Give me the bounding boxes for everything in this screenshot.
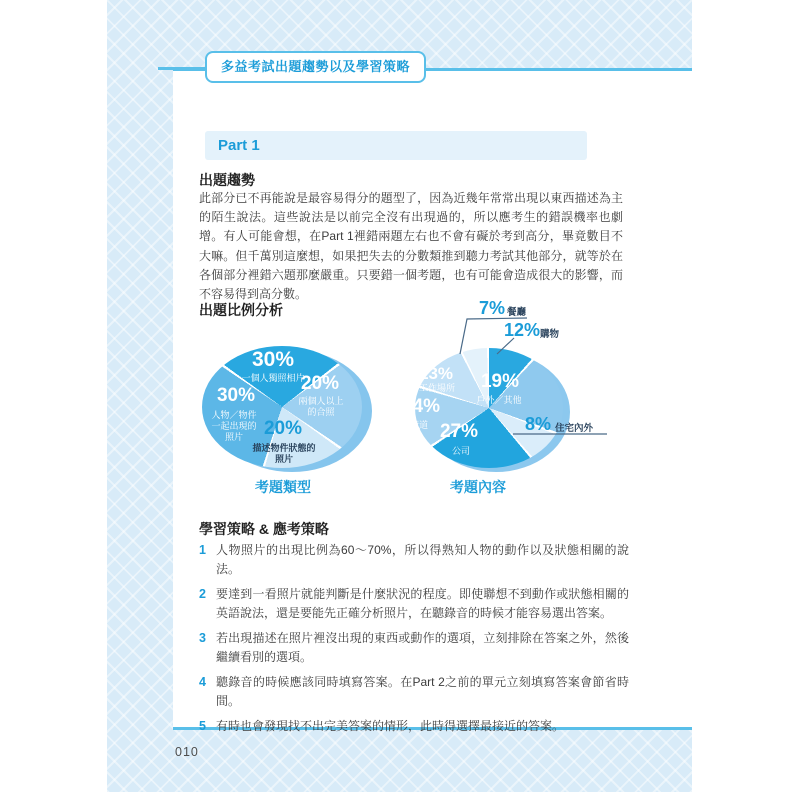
part-banner: Part 1 (205, 131, 587, 160)
strategy-item-number: 5 (199, 719, 206, 733)
pie-types-pct-1: 20% (300, 373, 340, 394)
pie-content-pct-restaurant: 7% (479, 298, 506, 318)
pie-content-label-restaurant: 餐廳 (507, 307, 527, 318)
pie-content-label-shopping: 購物 (540, 329, 560, 340)
pie-content-label-outdoor: 戶外／其他 (476, 395, 522, 405)
strategy-item-text: 若出現描述在照片裡沒出現的東西或動作的選項，立刻排除在答案之外，然後繼續看別的選項。 (216, 631, 629, 664)
strategy-list (199, 541, 629, 742)
strategy-item (199, 629, 629, 667)
pie-types-pct-2: 20% (263, 418, 303, 439)
pie-types-label-3: 人物／物件一起出現的照片 (211, 410, 257, 442)
pie-content-label-workplace: 工作場所 (418, 383, 455, 393)
pie-content-pct-outdoor: 19% (480, 371, 520, 392)
pie-content-pct-company: 27% (439, 421, 479, 442)
strategy-item-number: 4 (199, 675, 206, 689)
pie-content-pct-shopping: 12% (504, 320, 541, 340)
pie-content-pct-residence: 8% (525, 414, 552, 434)
strategy-item (199, 541, 629, 579)
pie-content-label-residence: 住宅內外 (555, 423, 594, 434)
page-content (173, 68, 692, 733)
strategy-item-text: 有時也會發現找不出完美答案的情形，此時得選擇最接近的答案。 (216, 719, 565, 733)
pie-types-label-0: 一個人獨照相片 (241, 373, 305, 383)
trend-section-body: 此部分已不再能說是最容易得分的題型了，因為近幾年常常出現以東西描述為主的陌生說法。這些說法是以前完全沒有出現過的，所以應考生的錯誤機率也劇增。有人可能會想，在Part 1裡錯兩題左右也不會有礙於考到高分，畢竟數目不大嘛。但千萬別這麼想，如果把失去的分數類推到聽力考試其他部分，就等於在各個部分裡錯六題那麼嚴重。只要錯一個考題，也有可能會造成很大的影響，而不容易得到高分數。 (199, 191, 623, 302)
pie-types-pct-3: 30% (216, 385, 256, 406)
analysis-section-heading: 出題比例分析 (199, 302, 283, 318)
strategy-section-heading: 學習策略 & 應考策略 (199, 521, 329, 537)
strategy-item (199, 717, 629, 736)
strategy-item-text: 要達到一看照片就能判斷是什麼狀況的程度。即使聯想不到動作或狀態相關的英語說法，還是要能先正確分析照片，在聽錄音的時候才能容易選出答案。 (216, 587, 629, 620)
pie-types-pct-0: 30% (251, 348, 295, 371)
chapter-header-tab: 多益考試出題趨勢以及學習策略 (205, 51, 426, 83)
pie-content-label-company: 公司 (451, 446, 470, 456)
pie-content-label-street: 街道 (409, 420, 428, 430)
strategy-item-text: 聽錄音的時候應該同時填寫答案。在Part 2之前的單元立刻填寫答案會節省時間。 (216, 675, 629, 708)
strategy-item-number: 1 (199, 543, 206, 557)
pie-content-pct-street: 14% (401, 396, 441, 417)
pie-types-label-1: 兩個人以上的合照 (298, 396, 344, 417)
strategy-item-number: 3 (199, 631, 206, 645)
strategy-item (199, 673, 629, 711)
strategy-item-text: 人物照片的出現比例為60～70%，所以得熟知人物的動作以及狀態相關的說法。 (216, 543, 629, 576)
page-number: 010 (175, 745, 199, 759)
pie-content-caption: 考題內容 (450, 479, 506, 495)
trend-section-heading: 出題趨勢 (199, 172, 255, 188)
strategy-item (199, 585, 629, 623)
pie-types-label-2: 描述物件狀態的照片 (252, 443, 316, 464)
pie-content-pct-workplace: 13% (418, 364, 454, 383)
pie-types-caption: 考題類型 (255, 479, 311, 495)
strategy-item-number: 2 (199, 587, 206, 601)
